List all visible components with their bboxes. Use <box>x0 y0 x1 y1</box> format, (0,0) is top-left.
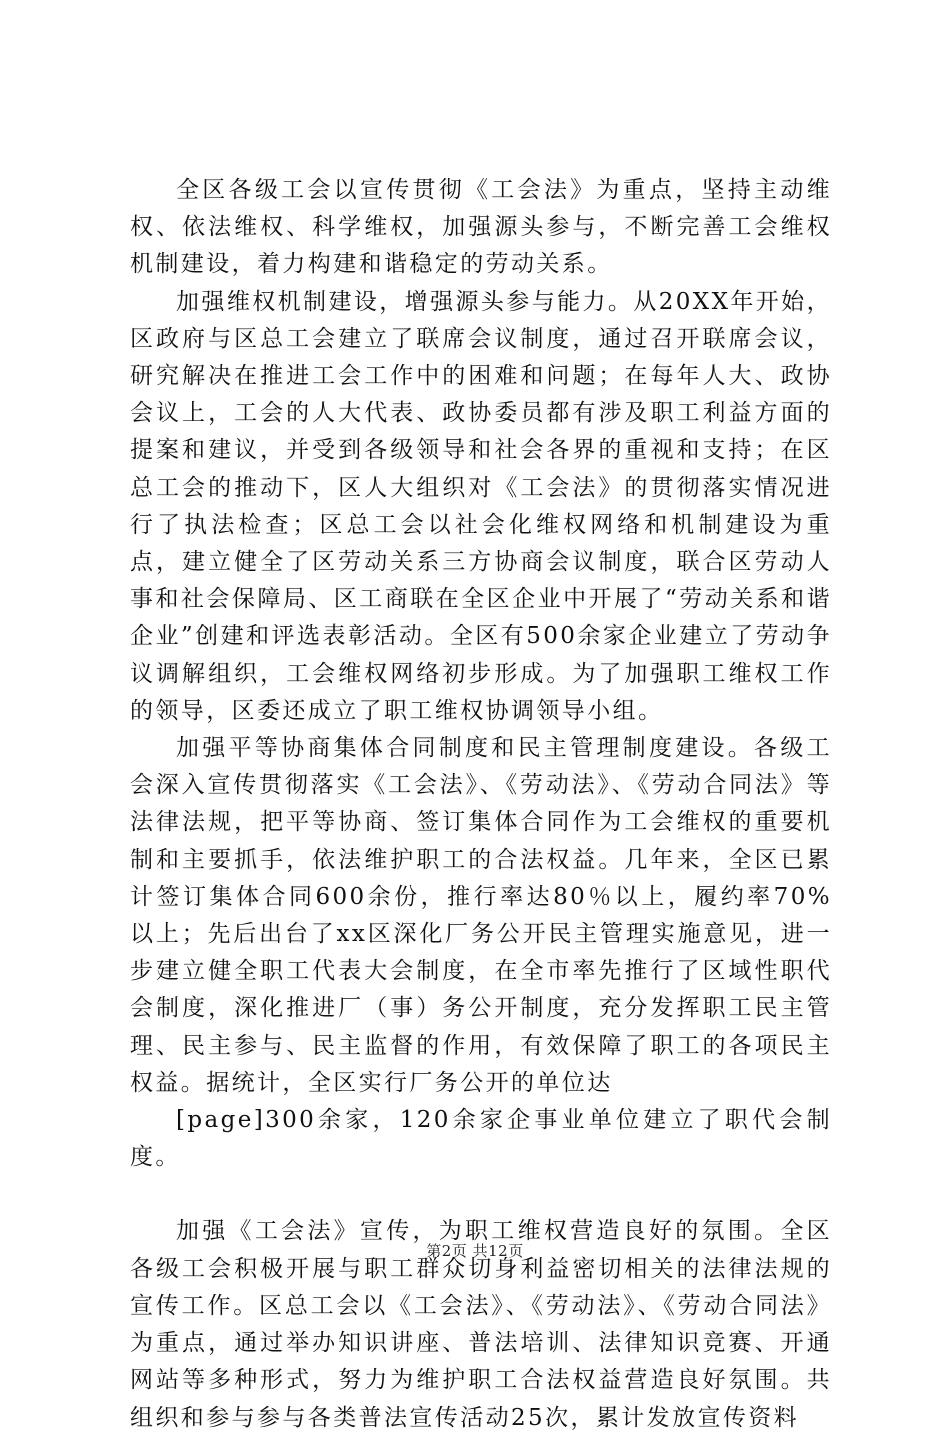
paragraph-law-publicity: 加强《工会法》宣传，为职工维权营造良好的氛围。全区各级工会积极开展与职工群众切身利益密切相关的法律法规的宣传工作。区总工会以《工会法》、《劳动法》、《劳动合同法》为重点，通过举办知识讲座、普法培训、法律知识竞赛、开通网站等多种形式，努力为维护职工合法权益营造良好氛围。共组织和参与参与各类普法宣传活动25次，累计发放宣传资料 <box>130 1218 832 1431</box>
paragraph-intro: 全区各级工会以宣传贯彻《工会法》为重点，坚持主动维权、依法维权、科学维权，加强源头参与，不断完善工会维权机制建设，着力构建和谐稳定的劳动关系。 <box>130 177 832 278</box>
paragraph-collective-contract: 加强平等协商集体合同制度和民主管理制度建设。各级工会深入宣传贯彻落实《工会法》、《劳动法》、《劳动合同法》等法律法规，把平等协商、签订集体合同作为工会维权的重要机制和主要抓手，依法维护职工的合法权益。几年来，全区已累计签订集体合同600余份，推行率达80％以上，履约率70%以上；先后出台了xx区深化厂务公开民主管理实施意见，进一步建立健全职工代表大会制度，在全市率先推行了区域性职代会制度，深化推进厂（事）务公开制度，充分发挥职工民主管理、民主参与、民主监督的作用，有效保障了职工的各项民主权益。据统计，全区实行厂务公开的单位达 <box>130 735 832 1096</box>
page-number-footer: 第2页 共12页 <box>426 1242 524 1260</box>
paragraph-rights-mechanism: 加强维权机制建设，增强源头参与能力。从20XX年开始，区政府与区总工会建立了联席会议制度，通过召开联席会议，研究解决在推进工会工作中的困难和问题；在每年人大、政协会议上，工会的人大代表、政协委员都有涉及职工利益方面的提案和建议，并受到各级领导和社会各界的重视和支持；在区总工会的推动下，区人大组织对《工会法》的贯彻落实情况进行了执法检查；区总工会以社会化维权网络和机制建设为重点，建立健全了区劳动关系三方协商会议制度，联合区劳动人事和社会保障局、区工商联在全区企业中开展了“劳动关系和谐企业”创建和评选表彰活动。全区有500余家企业建立了劳动争议调解组织，工会维权网络初步形成。为了加强职工维权工作的领导，区委还成立了职工维权协调领导小组。 <box>130 288 832 724</box>
paragraph-page-continuation: [page]300余家，120余家企事业单位建立了职代会制度。 <box>130 1107 832 1171</box>
